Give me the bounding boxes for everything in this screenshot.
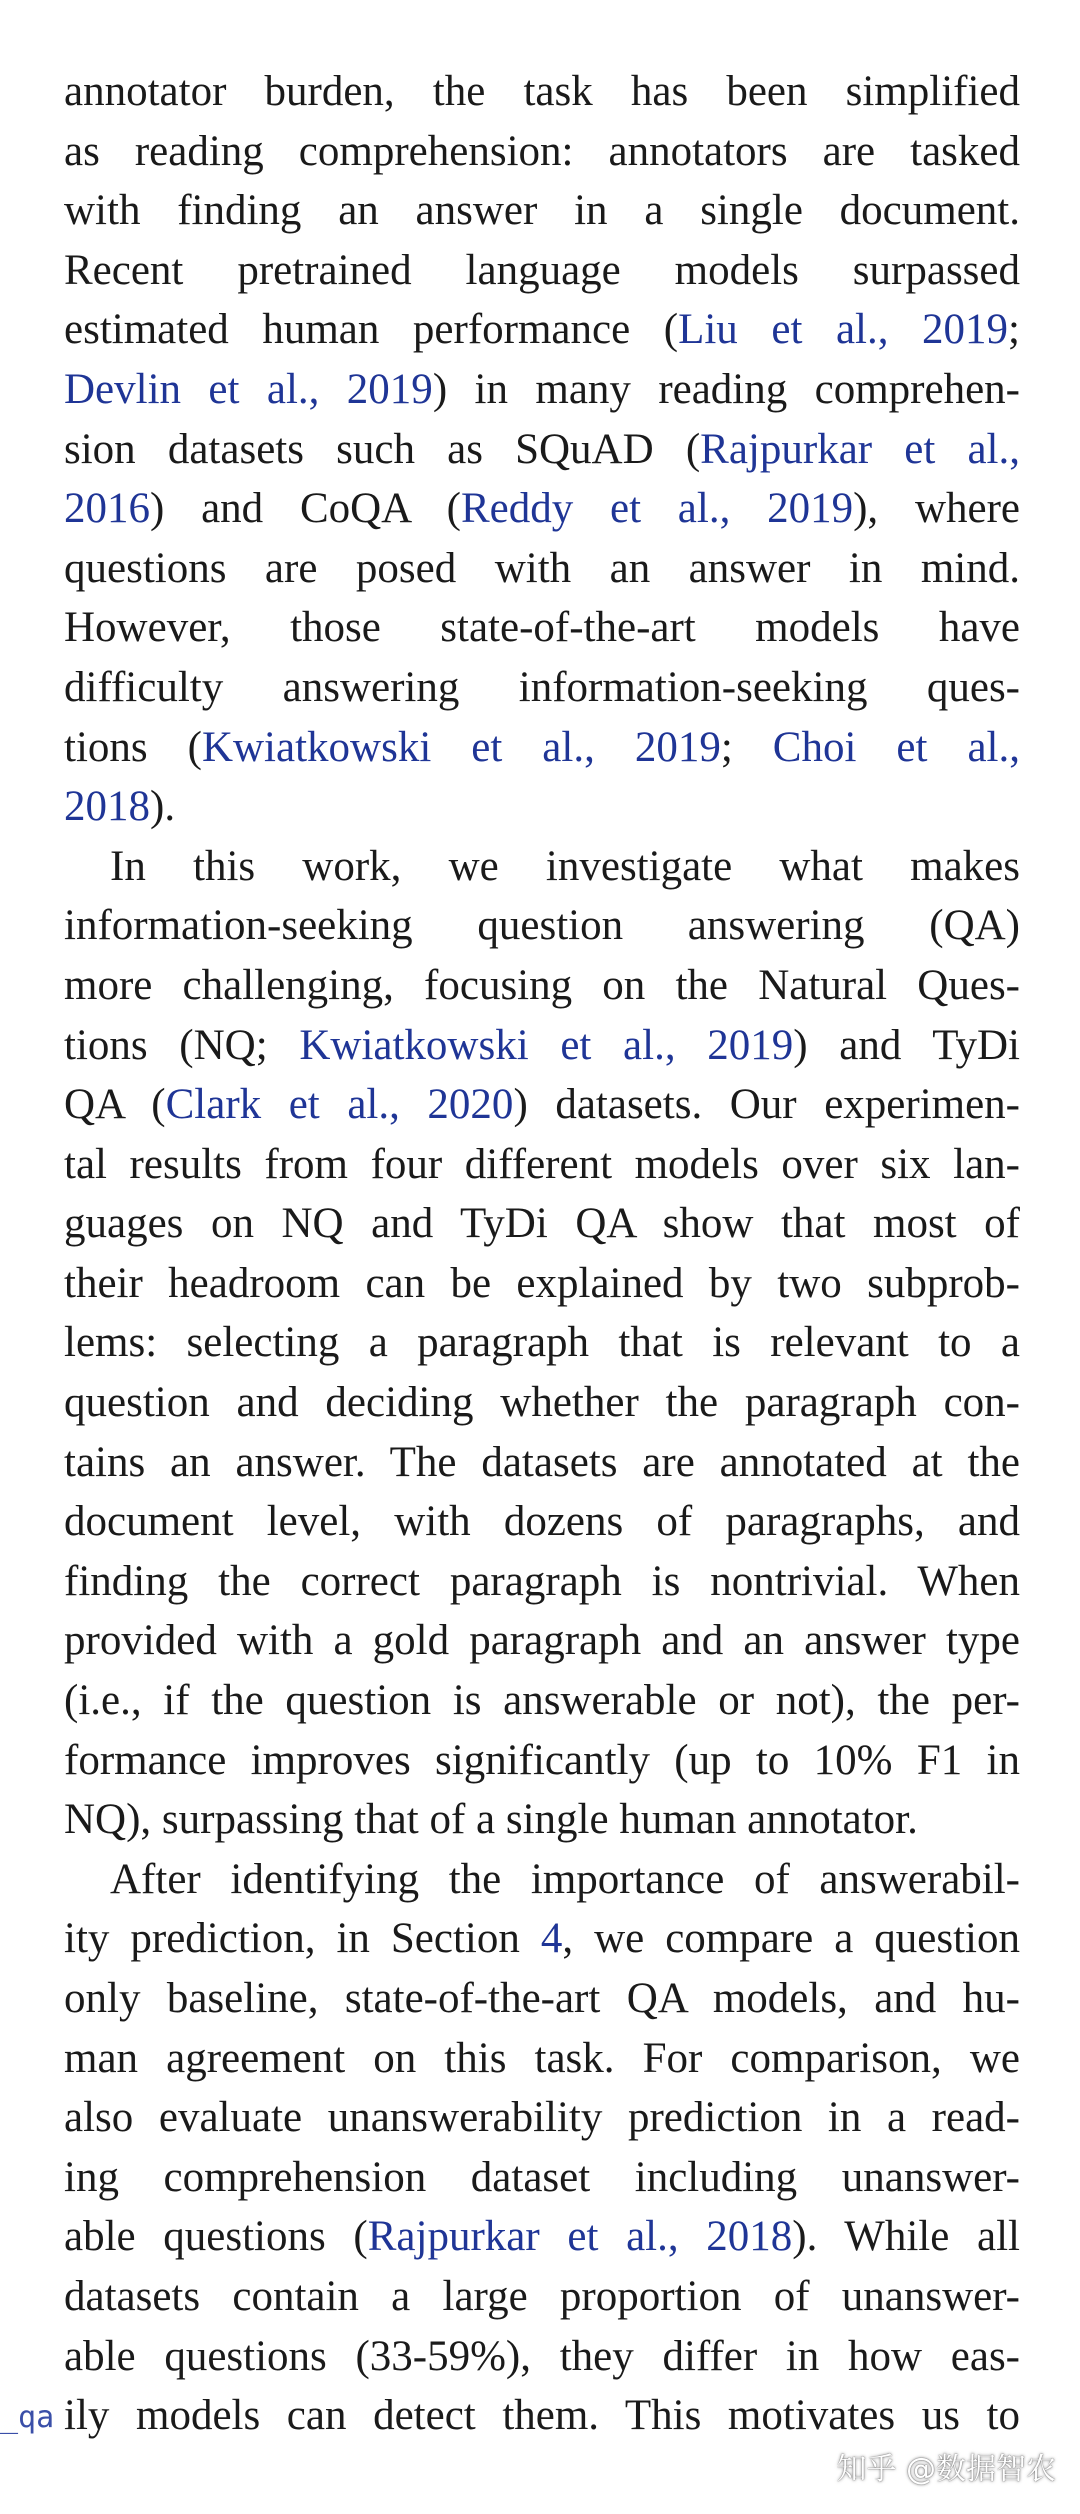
text-line: tions (Kwiatkowski et al., 2019; Choi et al., [64,723,1020,771]
text-line: able questions (33-59%), they differ in how eas- [64,2332,1020,2380]
citation-link[interactable]: Kwiatkowski et al., 2019 [201,723,721,771]
text-line: finding the correct paragraph is nontrivial. When [64,1557,1020,1605]
text-line: document level, with dozens of paragraphs, and [64,1498,1020,1546]
text-line: only baseline, state-of-the-art QA models, and hu- [64,1975,1020,2022]
citation-link[interactable]: 2016 [64,485,150,533]
text-line: 2016) and CoQA (Reddy et al., 2019), where [64,485,1020,533]
margin-mark: _qa [0,2400,55,2435]
text-line: provided with a gold paragraph and an answer type [64,1617,1020,1665]
text-line: ily models can detect them. This motivates us to [64,2392,1020,2440]
text-line: tions (NQ; Kwiatkowski et al., 2019) and TyDi [64,1021,1020,1069]
text-line: their headroom can be explained by two subprob- [64,1259,1020,1307]
text-line: NQ), surpassing that of a single human annotator. [64,1796,918,1844]
text-line: as reading comprehension: annotators are tasked [64,127,1020,175]
text-line: (i.e., if the question is answerable or not), the per- [64,1677,1020,1725]
text-line: ity prediction, in Section 4, we compare a question [64,1915,1020,1963]
text-line: tal results from four different models over six lan- [64,1140,1020,1188]
citation-link[interactable]: Choi et al., [772,723,1020,771]
text-line: question and deciding whether the paragraph con- [64,1379,1020,1427]
text-line: In this work, we investigate what makes [110,842,1020,890]
text-line: After identifying the importance of answerabil- [110,1855,1020,1903]
text-line: annotator burden, the task has been simplified [64,68,1020,115]
text-line: difficulty answering information-seeking ques- [64,663,1020,711]
text-line: tains an answer. The datasets are annotated at the [64,1438,1020,1486]
citation-link[interactable]: 2018 [64,783,150,831]
text-line: estimated human performance (Liu et al., 2019; [64,306,1020,354]
citation-link[interactable]: Reddy et al., 2019 [460,485,854,533]
text-line: also evaluate unanswerability prediction in a read- [64,2094,1020,2142]
text-line: formance improves significantly (up to 10% F1 in [64,1736,1020,1784]
text-line: ing comprehension dataset including unanswer- [64,2153,1020,2201]
text-line: Devlin et al., 2019) in many reading comprehen- [64,365,1020,413]
citation-link[interactable]: Clark et al., 2020 [165,1081,514,1129]
watermark: 知乎 @数据智农 [836,2452,1056,2487]
text-line: QA (Clark et al., 2020) datasets. Our experimen- [64,1081,1020,1129]
citation-link[interactable]: Devlin et al., 2019 [64,365,433,413]
section-link[interactable]: 4 [540,1915,563,1963]
citation-link[interactable]: Rajpurkar et al., [700,425,1020,473]
text-line: 2018). [64,783,176,831]
text-line: questions are posed with an answer in mind. [64,544,1020,592]
citation-link[interactable]: Kwiatkowski et al., 2019 [299,1021,794,1069]
text-line: datasets contain a large proportion of unanswer- [64,2272,1020,2320]
text-line: with finding an answer in a single document. [64,187,1020,235]
text-line: lems: selecting a paragraph that is relevant to a [64,1319,1020,1367]
text-line: able questions (Rajpurkar et al., 2018). While all [64,2213,1020,2261]
text-line: Recent pretrained language models surpassed [64,246,1020,294]
text-line: man agreement on this task. For comparison, we [64,2034,1020,2082]
text-line: information-seeking question answering (QA) [64,902,1020,950]
text-line: sion datasets such as SQuAD (Rajpurkar et al., [64,425,1020,473]
text-line: However, those state-of-the-art models have [64,604,1020,652]
paper-text-column [64,62,1020,2446]
text-line: more challenging, focusing on the Natural Ques- [64,961,1020,1009]
text-line: guages on NQ and TyDi QA show that most of [64,1200,1020,1248]
citation-link[interactable]: Liu et al., 2019 [678,306,1009,354]
citation-link[interactable]: Rajpurkar et al., 2018 [367,2213,793,2261]
